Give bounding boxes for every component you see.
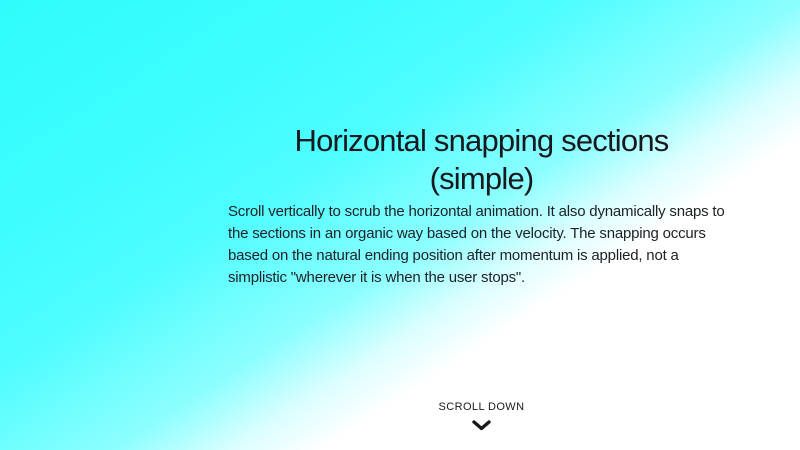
- page-title-line-2: (simple): [429, 161, 534, 196]
- page-title-line-1: Horizontal snapping sections: [294, 123, 669, 158]
- paragraph-line: Scroll vertically to scrub the horizontal animation. It also dynamically snaps to: [228, 203, 725, 220]
- paragraph-line: the sections in an organic way based on the velocity. The snapping occurs: [228, 225, 706, 242]
- paragraph-line: based on the natural ending position after momentum is applied, not a: [228, 247, 679, 264]
- scroll-down-indicator[interactable]: [228, 401, 735, 436]
- hero-section: [228, 122, 735, 289]
- paragraph-line: simplistic "wherever it is when the user stops".: [228, 269, 525, 286]
- chevron-down-icon: [472, 418, 491, 436]
- scroll-down-label: SCROLL DOWN: [438, 401, 525, 413]
- page-title: [228, 122, 735, 198]
- intro-paragraph: [228, 201, 735, 289]
